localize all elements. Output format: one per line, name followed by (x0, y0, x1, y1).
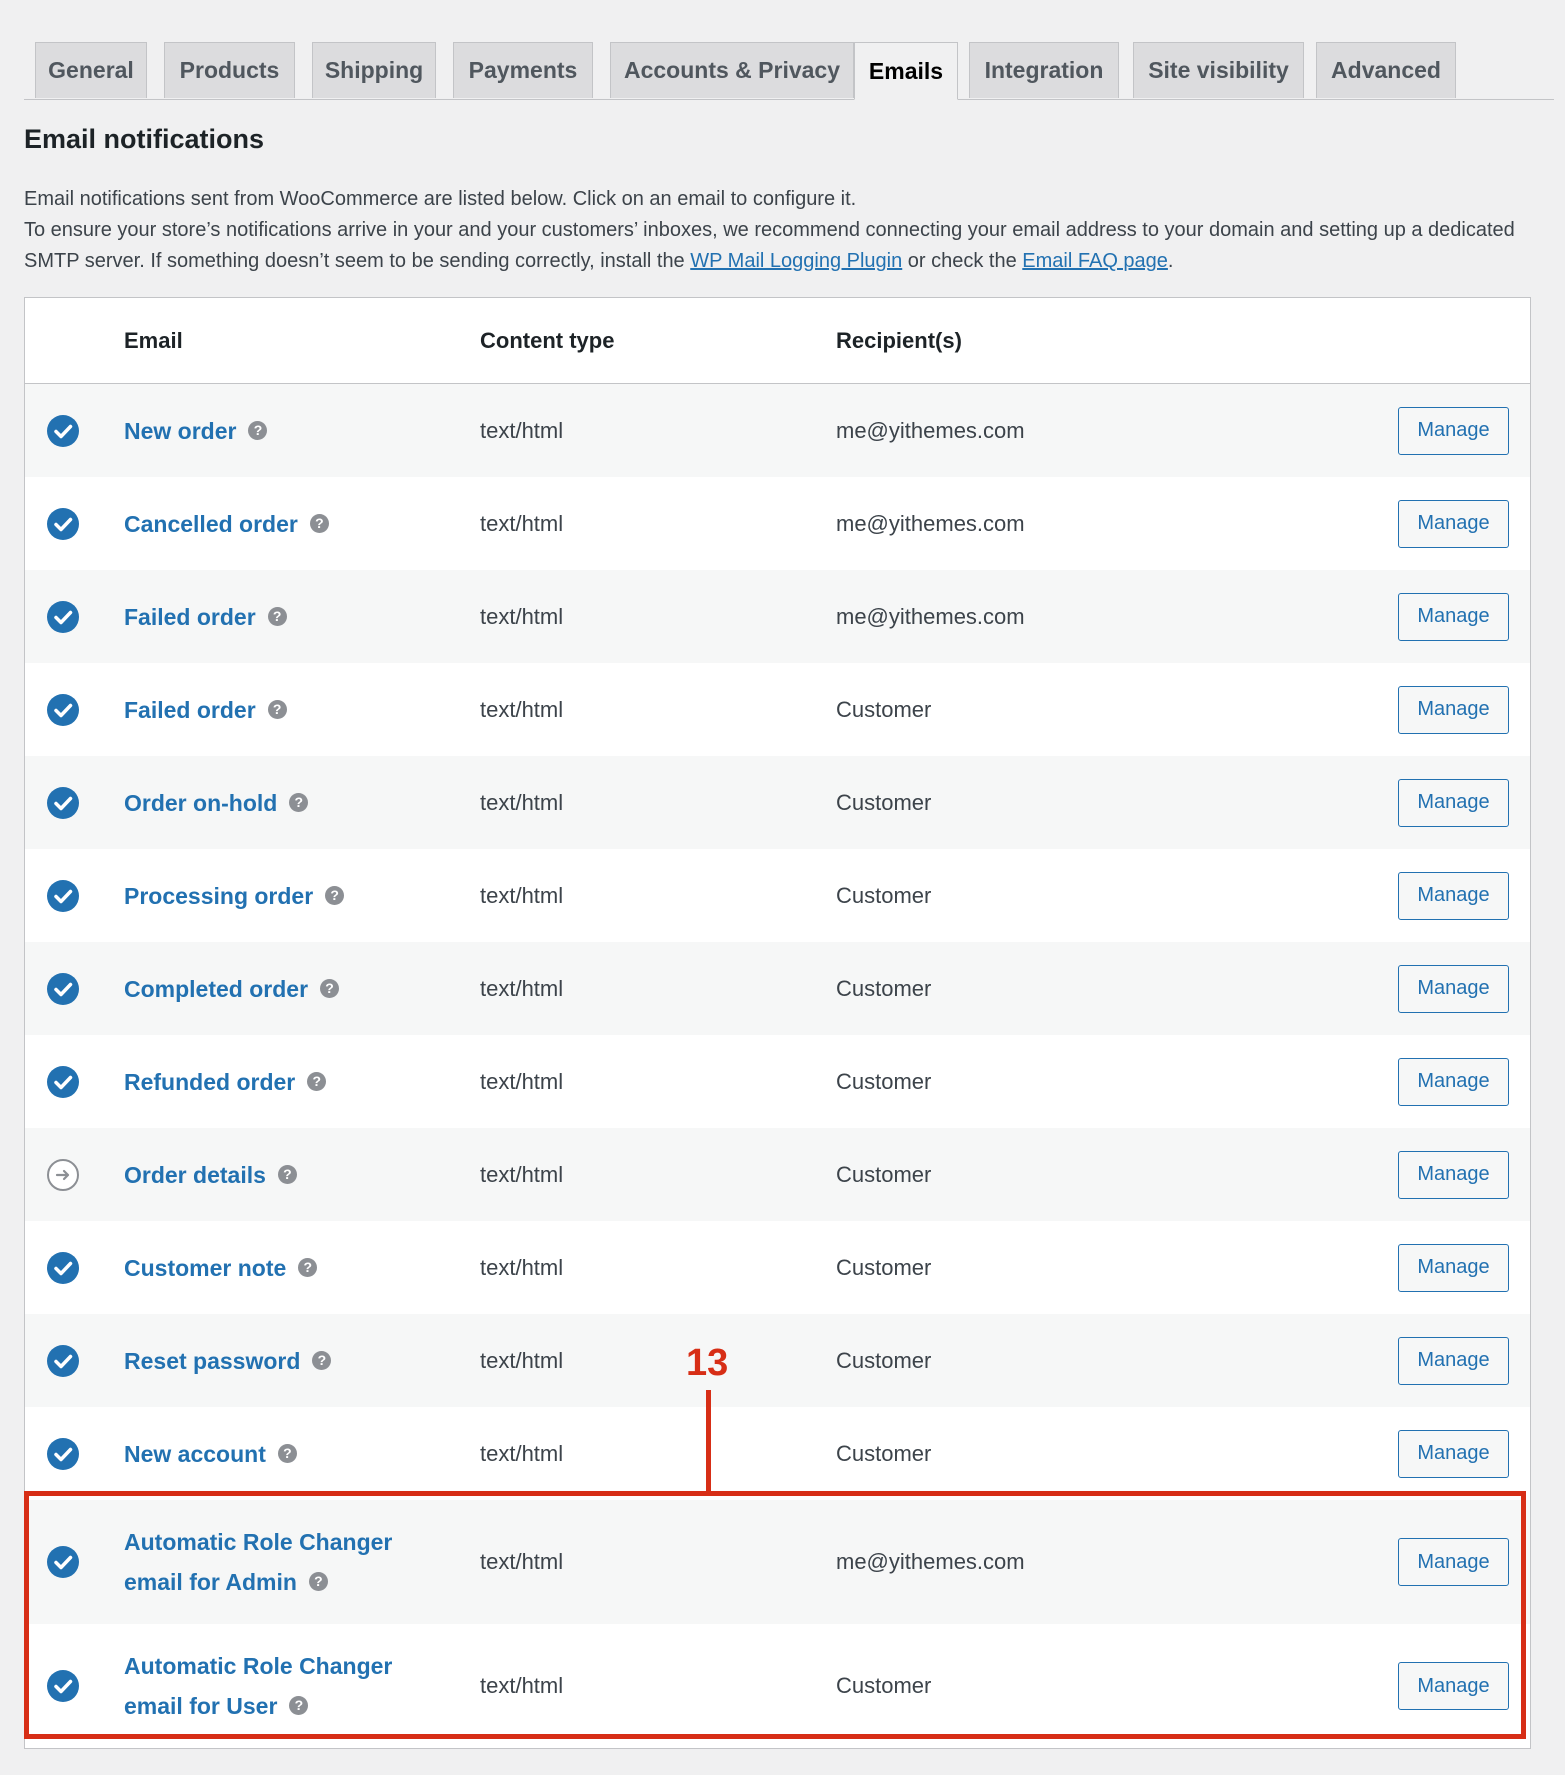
settings-tabs (24, 42, 1554, 100)
tab-accounts-privacy[interactable]: Accounts & Privacy (610, 42, 854, 98)
email-name: Automatic Role Changer email for User (124, 1653, 393, 1719)
content-type: text/html (480, 975, 564, 1001)
page-title: Email notifications (24, 124, 265, 154)
tab-advanced[interactable]: Advanced (1316, 42, 1456, 98)
email-faq-link[interactable]: Email FAQ page (1022, 250, 1168, 272)
recipient: me@yithemes.com (836, 1549, 1025, 1574)
help-icon[interactable]: ? (320, 979, 339, 998)
content-type: text/html (480, 882, 564, 908)
email-name: New account (124, 1440, 266, 1467)
manage-button-completed-order[interactable]: Manage (1398, 965, 1509, 1013)
enabled-check-icon (47, 1670, 79, 1702)
header-content-type: Content type (480, 328, 615, 353)
recipient: Customer (836, 696, 932, 722)
help-icon[interactable]: ? (278, 1165, 297, 1184)
recipient: Customer (836, 1161, 932, 1187)
manage-button-automatic-role-changer-email-for-user[interactable]: Manage (1398, 1662, 1509, 1710)
content-type: text/html (480, 1254, 564, 1280)
email-name-link[interactable] (124, 411, 424, 451)
table-header (25, 298, 1530, 384)
email-name: Reset password (124, 1347, 301, 1374)
manage-button-cancelled-order[interactable]: Manage (1398, 500, 1509, 548)
table-row (25, 942, 1530, 1035)
manage-button-new-order[interactable]: Manage (1398, 407, 1509, 455)
manage-button-new-account[interactable]: Manage (1398, 1430, 1509, 1478)
content-type: text/html (480, 1161, 564, 1187)
email-name-link[interactable] (124, 1155, 424, 1195)
description-line2-pre: To ensure your store’s notifications arrive in your and your customers’ inboxes, we recommend connecting your email address to your domain and setting up a dedicated SMTP server. If something doesn’t seem to be sending correctly, install the (24, 219, 1515, 272)
help-icon[interactable]: ? (289, 793, 308, 812)
email-name-link[interactable] (124, 783, 424, 823)
manage-button-failed-order[interactable]: Manage (1398, 593, 1509, 641)
email-name: Customer note (124, 1254, 287, 1281)
enabled-check-icon (47, 694, 79, 726)
enabled-check-icon (47, 1345, 79, 1377)
recipient: Customer (836, 975, 932, 1001)
tab-integration[interactable]: Integration (969, 42, 1119, 98)
email-name: Processing order (124, 882, 314, 909)
annotation-line (706, 1390, 711, 1492)
annotation-label: 13 (686, 1342, 729, 1384)
enabled-check-icon (47, 880, 79, 912)
content-type: text/html (480, 696, 564, 722)
content-type: text/html (480, 510, 564, 536)
recipient: me@yithemes.com (836, 510, 1025, 536)
tab-general[interactable]: General (35, 42, 147, 98)
table-row (25, 756, 1530, 849)
help-icon[interactable]: ? (312, 1351, 331, 1370)
table-row (25, 477, 1530, 570)
manual-arrow-icon (47, 1159, 79, 1191)
email-name-link[interactable] (124, 504, 424, 544)
manage-button-customer-note[interactable]: Manage (1398, 1244, 1509, 1292)
email-name: Completed order (124, 975, 309, 1002)
table-row (25, 1128, 1530, 1221)
table-row (25, 1500, 1530, 1624)
help-icon[interactable]: ? (268, 607, 287, 626)
content-type: text/html (480, 789, 564, 815)
tab-payments[interactable]: Payments (453, 42, 593, 98)
manage-button-refunded-order[interactable]: Manage (1398, 1058, 1509, 1106)
recipient: Customer (836, 1068, 932, 1094)
enabled-check-icon (47, 601, 79, 633)
content-type: text/html (480, 1549, 564, 1574)
content-type: text/html (480, 1440, 564, 1466)
content-type: text/html (480, 1347, 564, 1373)
help-icon[interactable]: ? (268, 700, 287, 719)
recipient: Customer (836, 1440, 932, 1466)
help-icon[interactable]: ? (298, 1258, 317, 1277)
table-row (25, 1314, 1530, 1407)
content-type: text/html (480, 603, 564, 629)
enabled-check-icon (47, 1066, 79, 1098)
enabled-check-icon (47, 415, 79, 447)
email-name-link[interactable] (124, 1062, 424, 1102)
manage-button-reset-password[interactable]: Manage (1398, 1337, 1509, 1385)
enabled-check-icon (47, 1252, 79, 1284)
table-row (25, 1221, 1530, 1314)
enabled-check-icon (47, 1438, 79, 1470)
table-row (25, 1035, 1530, 1128)
table-row (25, 1407, 1530, 1500)
email-name: Failed order (124, 603, 256, 630)
email-notifications-table (24, 297, 1531, 1749)
manage-button-automatic-role-changer-email-for-admin[interactable]: Manage (1398, 1538, 1509, 1586)
help-icon[interactable]: ? (309, 1572, 328, 1591)
help-icon[interactable]: ? (248, 421, 267, 440)
email-name-link[interactable] (124, 690, 424, 730)
email-name: Order details (124, 1161, 266, 1188)
email-name-link[interactable] (124, 1434, 424, 1474)
recipient: Customer (836, 789, 932, 815)
description-line2-mid: or check the (902, 250, 1023, 272)
table-row (25, 570, 1530, 663)
enabled-check-icon (47, 1546, 79, 1578)
recipient: Customer (836, 1254, 932, 1280)
tab-emails[interactable]: Emails (854, 42, 958, 100)
help-icon[interactable]: ? (289, 1696, 308, 1715)
table-row (25, 384, 1530, 477)
email-name-link[interactable] (124, 876, 424, 916)
table-body (25, 384, 1530, 1748)
email-name-link[interactable] (124, 1646, 424, 1726)
email-name: Order on-hold (124, 789, 278, 816)
help-icon[interactable]: ? (310, 514, 329, 533)
recipient: me@yithemes.com (836, 603, 1025, 629)
enabled-check-icon (47, 973, 79, 1005)
header-email: Email (124, 328, 183, 353)
email-name-link[interactable] (124, 1522, 424, 1602)
recipient: Customer (836, 882, 932, 908)
manage-button-order-on-hold[interactable]: Manage (1398, 779, 1509, 827)
wp-mail-logging-link[interactable]: WP Mail Logging Plugin (690, 250, 903, 272)
enabled-check-icon (47, 508, 79, 540)
manage-button-failed-order[interactable]: Manage (1398, 686, 1509, 734)
content-type: text/html (480, 1068, 564, 1094)
help-icon[interactable]: ? (325, 886, 344, 905)
description (24, 184, 1564, 277)
email-name: Automatic Role Changer email for Admin (124, 1529, 393, 1595)
recipient: Customer (836, 1347, 932, 1373)
description-line1: Email notifications sent from WooCommerce are listed below. Click on an email to configure it. (24, 188, 857, 210)
description-line2-post: . (1167, 250, 1174, 272)
tab-products[interactable]: Products (164, 42, 295, 98)
help-icon[interactable]: ? (278, 1444, 297, 1463)
email-name-link[interactable] (124, 1248, 424, 1288)
tab-site-visibility[interactable]: Site visibility (1133, 42, 1304, 98)
recipient: Customer (836, 1673, 932, 1698)
email-name-link[interactable] (124, 597, 424, 637)
table-row (25, 663, 1530, 756)
help-icon[interactable]: ? (307, 1072, 326, 1091)
manage-button-order-details[interactable]: Manage (1398, 1151, 1509, 1199)
content-type: text/html (480, 1673, 564, 1698)
manage-button-processing-order[interactable]: Manage (1398, 872, 1509, 920)
recipient: me@yithemes.com (836, 417, 1025, 443)
content-type: text/html (480, 417, 564, 443)
email-name: New order (124, 417, 237, 444)
header-recipients: Recipient(s) (836, 328, 962, 353)
email-name: Cancelled order (124, 510, 298, 537)
table-row (25, 849, 1530, 942)
email-name: Failed order (124, 696, 256, 723)
table-row (25, 1624, 1530, 1748)
enabled-check-icon (47, 787, 79, 819)
email-name: Refunded order (124, 1068, 296, 1095)
email-name-link[interactable] (124, 1341, 424, 1381)
tab-shipping[interactable]: Shipping (312, 42, 436, 98)
email-name-link[interactable] (124, 969, 424, 1009)
